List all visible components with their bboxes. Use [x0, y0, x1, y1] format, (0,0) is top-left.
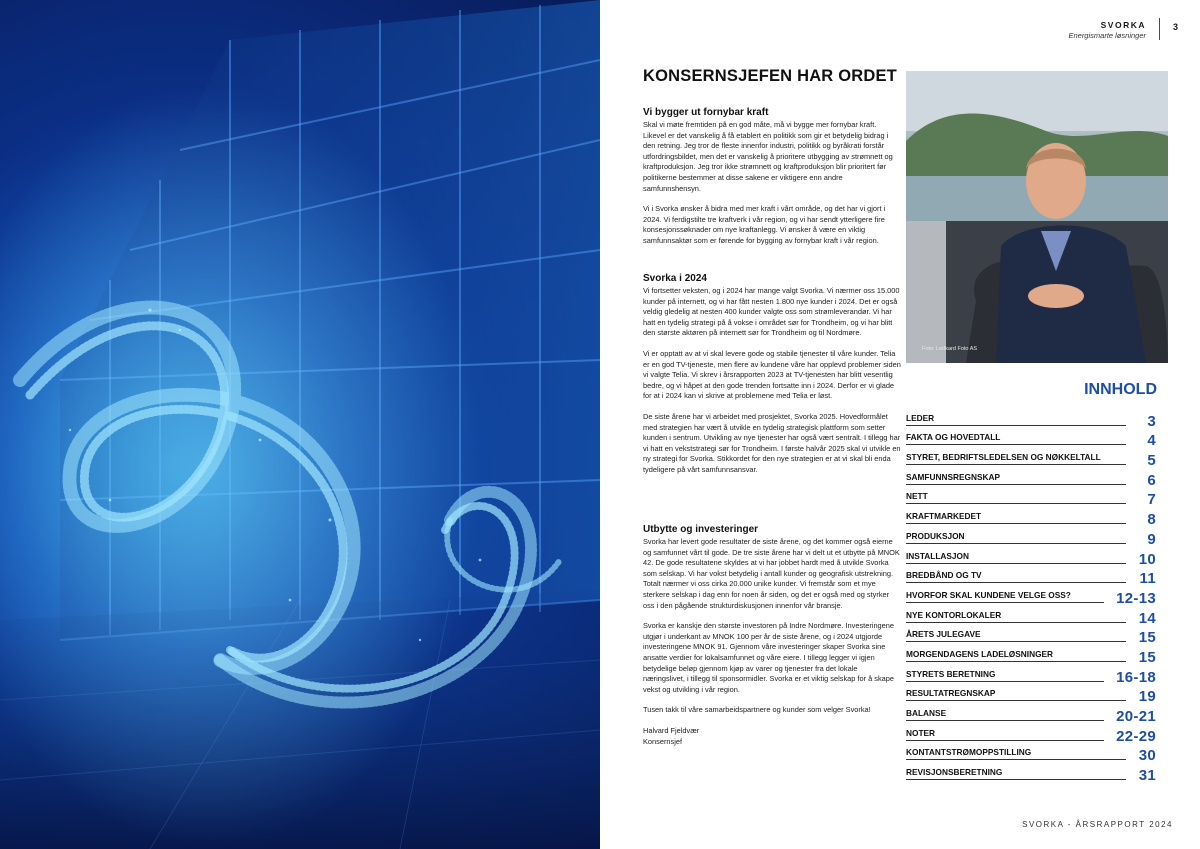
toc-item-label: KRAFTMARKEDET: [906, 511, 1126, 524]
toc-item[interactable]: [906, 763, 1156, 783]
toc-item-page: 8: [1147, 511, 1156, 529]
toc-item-page: 3: [1147, 412, 1156, 430]
paragraph: Vi er opptatt av at vi skal levere gode og stabile tjenester til våre kunder. Telia er en god TV-tjeneste, men flere av kundene våre har opplevd problemer siden vi valgte Telia. Vi skrev i årsrapporten 2023 at TV-tjenesten har blitt vesentlig bedre, og vi håpet at den gode trenden fortsatte inn i 2024. Derfor er vi glade for at i 2024 kan vi skrive at problemene med Telia er løst.: [643, 348, 901, 401]
toc-item-page: 15: [1138, 648, 1156, 666]
toc-item[interactable]: [906, 488, 1156, 508]
toc-item[interactable]: [906, 507, 1156, 527]
page-footer: SVORKA - ÅRSRAPPORT 2024: [1022, 820, 1173, 829]
section-utbytte-investeringer: [643, 524, 901, 747]
paragraph: Svorka er kanskje den største investoren på Indre Nordmøre. Investeringene utgjør i underkant av MNOK 100 per år de siste årene, og i 2024 utgjorde investeringene MNOK 91. Gjennom våre investeringer skaper Svorka sine ansatte verdier for lokalsamfunnet og våre eiere. I tillegg legger vi igjen betydelige beløp gjennom kjøp av varer og tjenester fra det lokale næringslivet, i tillegg til sponsormidler. Svorka er et viktig selskap for å skape vekst og utvikling i vår region.: [643, 621, 894, 694]
section-heading: Svorka i 2024: [643, 273, 707, 284]
signature: Halvard Fjeldvær Konsernsjef: [643, 725, 700, 746]
toc-item-page: 10: [1138, 550, 1156, 568]
toc-item-page: 14: [1138, 609, 1156, 627]
toc-item-label: MORGENDAGENS LADELØSNINGER: [906, 649, 1126, 662]
text-page: [600, 0, 1200, 849]
toc-item-page: 4: [1147, 432, 1156, 450]
ceo-portrait-photo: [906, 71, 1168, 363]
toc-item-page: 31: [1138, 767, 1156, 785]
toc-item-page: 9: [1147, 530, 1156, 548]
toc-item-page: 22-29: [1116, 727, 1156, 745]
paragraph: Vi i Svorka ønsker å bidra med mer kraft i vårt område, og det har vi gjort i 2024. Vi ferdigstilte tre kraftverk i vår region, og vi har sendt ytterligere fire konsesjonssøknader om nye kraftanlegg. Vi ønsker å være en viktig samfunnsaktør som er førende for bygging av fornybar kraft i vår region.: [643, 204, 886, 245]
page-number: 3: [1172, 22, 1178, 32]
toc-item-page: 7: [1147, 491, 1156, 509]
toc-title: INNHOLD: [1084, 381, 1157, 398]
toc-item[interactable]: [906, 586, 1156, 606]
toc-item-label: NYE KONTORLOKALER: [906, 610, 1126, 623]
toc-item[interactable]: [906, 468, 1156, 488]
paragraph: De siste årene har vi arbeidet med prosjektet, Svorka 2025. Hovedformålet med strategien har vært å utvikle en tydelig strategisk plattform som setter kunden i sentrum. Utvikling av nye tjenester har også vært sentralt. I tillegg har vi hatt en vekststrategi sør for Trondheim. I første halvår 2025 skal vi utvikle en ny strategi for Svorka. Stikkordet for den nye strategien er at vi skal bli enda tydeligere på vårt samfunnsansvar.: [643, 411, 901, 474]
table-of-contents: [906, 409, 1156, 783]
toc-item-label: NETT: [906, 491, 1126, 504]
toc-item-label: FAKTA OG HOVEDTALL: [906, 432, 1126, 445]
section-svorka-2024: [643, 273, 901, 476]
toc-item[interactable]: [906, 744, 1156, 764]
toc-item-page: 6: [1147, 471, 1156, 489]
toc-item[interactable]: [906, 724, 1156, 744]
toc-item-label: ÅRETS JULEGAVE: [906, 629, 1126, 642]
toc-item[interactable]: [906, 685, 1156, 705]
paragraph: Vi fortsetter veksten, og i 2024 har mange valgt Svorka. Vi nærmer oss 15.000 kunder på internett, og vi har fått nesten 1.800 nye kunder i 2024. Det er også veldig gledelig at nesten 400 kunder valgte oss som strømleverandør. Vi har hatt en tydelig strategi på å vokse i området sør for Trondheim, og vi har blitt den største aktøren på internett sør for Trondheim og til Nordmøre.: [643, 286, 900, 338]
toc-item-page: 11: [1139, 570, 1156, 588]
toc-item[interactable]: [906, 527, 1156, 547]
portrait-illustration: [906, 71, 1168, 363]
toc-item[interactable]: [906, 448, 1156, 468]
toc-item[interactable]: [906, 626, 1156, 646]
brand-name: SVORKA: [1100, 20, 1146, 30]
toc-item[interactable]: [906, 704, 1156, 724]
section-fornybar-kraft: [643, 107, 901, 247]
toc-item-page: 12-13: [1116, 589, 1156, 607]
toc-item[interactable]: [906, 429, 1156, 449]
section-heading: Utbytte og investeringer: [643, 524, 759, 535]
toc-item-label: RESULTATREGNSKAP: [906, 688, 1126, 701]
toc-item-label: HVORFOR SKAL KUNDENE VELGE OSS?: [906, 590, 1104, 603]
toc-item-label: STYRET, BEDRIFTSLEDELSEN OG NØKKELTALL: [906, 452, 1126, 465]
toc-item-page: 30: [1138, 747, 1156, 765]
photo-credit: Foto: Ledkard Foto AS: [922, 346, 978, 352]
toc-item-page: 16-18: [1116, 668, 1156, 686]
toc-item[interactable]: [906, 567, 1156, 587]
closing-thanks: Tusen takk til våre samarbeidspartnere og kunder som velger Svorka!: [643, 705, 871, 715]
toc-item[interactable]: [906, 645, 1156, 665]
toc-item-page: 15: [1138, 629, 1156, 647]
page-title: KONSERNSJEFEN HAR ORDET: [643, 67, 897, 85]
toc-item-label: INSTALLASJON: [906, 551, 1126, 564]
toc-item-label: SAMFUNNSREGNSKAP: [906, 472, 1126, 485]
toc-item-label: LEDER: [906, 413, 1126, 426]
brand-tagline: Energismarte løsninger: [1068, 31, 1146, 40]
section-heading: Vi bygger ut fornybar kraft: [643, 107, 769, 118]
paragraph: Svorka har levert gode resultater de siste årene, og det kommer også eierne og samfunnet vårt til gode. De tre siste årene har vi delt ut et utbytte på MNOK 42. De gode resultatene skyldes at vi har jobbet hardt med å utvikle Svorka som selskap. Vi har vokst betydelig i antall kunder og geografisk utstrekning. Totalt nærmer vi oss cirka 20.000 unike kunder. Vi fremstår som et mye sterkere selskap i dag enn for noen år siden, og det er også med og styrker oss i den pågående strukturdiskusjonen innenfor vår bransje.: [643, 537, 900, 610]
toc-item-page: 19: [1138, 688, 1156, 706]
toc-item-label: STYRETS BERETNING: [906, 669, 1104, 682]
toc-item-page: 20-21: [1116, 708, 1156, 725]
paragraph: Skal vi møte fremtiden på en god måte, må vi bygge mer fornybar kraft. Likevel er det vanskelig å få etablert en politikk som gir et betydelig bidrag i den retning. Jeg tror de fleste innenfor industri, politikk og byråkrati forstår utfordringsbildet, men det er vanskelig å prioritere utbygging av strømnett og kraftproduksjon. Jeg tror ikke strømnett og kraftproduksjon blir prioritert før politikerne bestemmer at disse sakene er viktigere enn andre samfunnshensyn.: [643, 120, 893, 193]
toc-item-label: NOTER: [906, 728, 1104, 741]
toc-item[interactable]: [906, 547, 1156, 567]
toc-item-label: BALANSE: [906, 708, 1104, 721]
toc-item-page: 5: [1147, 452, 1156, 470]
toc-item[interactable]: [906, 606, 1156, 626]
toc-item-label: REVISJONSBERETNING: [906, 767, 1126, 780]
toc-item[interactable]: [906, 409, 1156, 429]
toc-item[interactable]: [906, 665, 1156, 685]
page-header: [1068, 20, 1146, 40]
toc-item-label: PRODUKSJON: [906, 531, 1126, 544]
toc-item-label: KONTANTSTRØMOPPSTILLING: [906, 747, 1126, 760]
toc-item-label: BREDBÅND OG TV: [906, 570, 1126, 583]
header-divider: [1159, 18, 1160, 40]
